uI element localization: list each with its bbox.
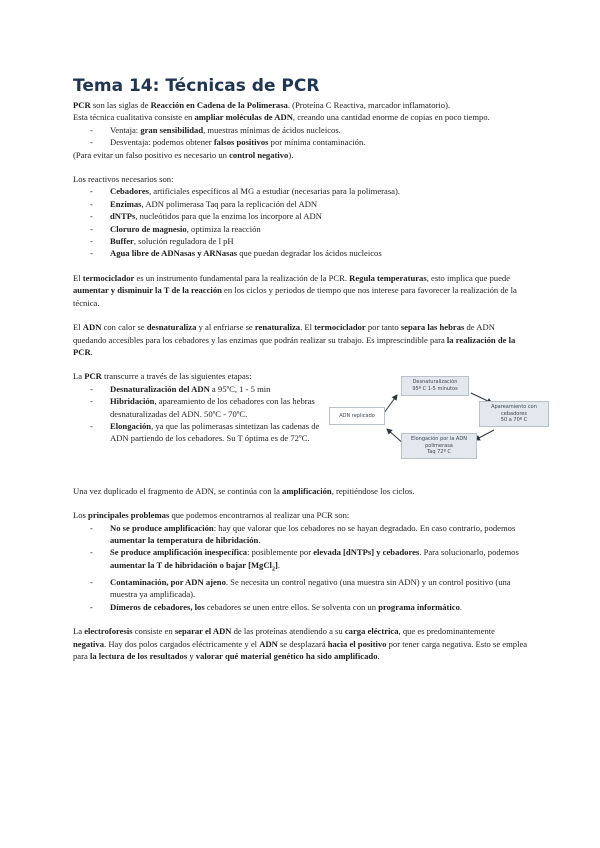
- apareamiento-box: Apareamiento con cebadores 50 a 70º C: [479, 401, 549, 427]
- arrow: [384, 395, 397, 413]
- reactivos-heading: Los reactivos necesarios son:: [73, 174, 174, 185]
- list-item: - Desventaja: podemos obtener falsos positivos por mínima contaminación.: [110, 136, 530, 148]
- pcr-cycle-diagram: [329, 379, 537, 473]
- arrow: [475, 430, 494, 440]
- problemas-intro: Los principales problemas que podemos encontrarnos al realizar una PCR son:: [73, 510, 350, 521]
- list-item: - Cebadores, artificiales específicos al MG a estudiar (necesarias para la polimerasa).: [110, 185, 530, 197]
- termociclador-paragraph: El termociclador es un instrumento fundamental para la realización de la PCR. Regula temperaturas, esto implica que puede aumentar y disminuir la T de la reacción en los ciclos y periodos de tiempo que nos interese para favorecer la realización de la técnica.: [73, 272, 517, 308]
- list-item: - Ventaja: gran sensibilidad, muestras mínimas de ácidos nucleicos.: [110, 124, 530, 136]
- list-item: - Agua libre de ADNasas y ARNasas que puedan degradar los ácidos nucleicos: [110, 247, 530, 259]
- etapas-intro: La PCR transcurre a través de las siguientes etapas:: [73, 371, 252, 382]
- list-item: - Desnaturalización del ADN a 95ºC, 1 - 5 min: [110, 383, 329, 395]
- list-item: - No se produce amplificación: hay que valorar que los cebadores no se hayan degradado. En caso contrario, podemos aumentar la temperatura de hibridación.: [110, 522, 530, 547]
- adn-replicado-box: ADN replicado: [329, 407, 385, 425]
- intro-definition: Esta técnica cualitativa consiste en ampliar moléculas de ADN, creando una cantidad enorme de copias en poco tiempo.: [73, 112, 490, 123]
- control-note: (Para evitar un falso positivo es necesario un control negativo).: [73, 149, 294, 160]
- desnaturalizacion-box: Desnaturalización 95º C 1-5 minutos: [401, 376, 469, 396]
- list-item: - Elongación, ya que las polimerasas sintetizan las cadenas de ADN partiendo de los cebadores. Su T óptima es de 72ºC.: [110, 420, 329, 445]
- list-item: - Enzimas, ADN polimerasa Taq para la replicación del ADN: [110, 198, 530, 210]
- electroforesis-paragraph: La electroforesis consiste en separar el ADN de las proteínas atendiendo a su carga eléctrica, que es predominantemente negativa. Hay dos polos cargados eléctricamente y el ADN se desplazará hacia el positivo por tener carga negativa. Esto se emplea para la lectura de los resultados y valorar qué material genético ha sido amplificado.: [73, 626, 528, 661]
- pros-cons-list: [73, 124, 530, 149]
- list-item: - Se produce amplificación inespecífica: posiblemente por elevada [dNTPs] y cebadores. Para solucionarlo, podemos aumentar la T de hibridación o bajar [MgCl$_2$].: [110, 546, 530, 576]
- list-item: - dNTPs, nucleótidos para que la enzima los incorpore al ADN: [110, 210, 530, 222]
- adn-calor-paragraph: El ADN con calor se desnaturaliza y al enfriarse se renaturaliza. El termociclador por tanto separa las hebras de ADN quedando accesibles para los cebadores y las enzimas que podrán realizar su trabajo. Es imprescindible para la realización de la PCR.: [73, 322, 516, 357]
- duplicado-paragraph: Una vez duplicado el fragmento de ADN, se continúa con la amplificación, repitiéndose los ciclos.: [73, 485, 415, 496]
- list-item: - Buffer, solución reguladora de l pH: [110, 235, 530, 247]
- problemas-list: [73, 522, 530, 614]
- reactivos-list: [73, 185, 530, 259]
- etapas-section: [73, 379, 537, 473]
- list-item: - Contaminación, por ADN ajeno. Se necesita un control negativo (una muestra sin ADN) y un control positivo (una muestra ya amplificada).: [110, 576, 530, 601]
- etapas-list: [73, 383, 329, 445]
- intro-paragraph: PCR son las siglas de Reacción en Cadena de la Polimerasa. (Proteína C Reactiva, marcador inflamatorio).: [73, 100, 451, 110]
- page-title: Tema 14: Técnicas de PCR: [73, 76, 320, 96]
- elongacion-box: Elongación por la ADN polimerasa Taq 72º C: [401, 433, 477, 459]
- list-item: - Hibridación, apareamiento de los cebadores con las hebras desnaturalizadas del ADN. 50ºC - 70ºC.: [110, 395, 329, 420]
- list-item: - Cloruro de magnesio, optimiza la reacción: [110, 223, 530, 235]
- list-item: - Dímeros de cebadores, los cebadores se unen entre ellos. Se solventa con un programa informático.: [110, 601, 530, 613]
